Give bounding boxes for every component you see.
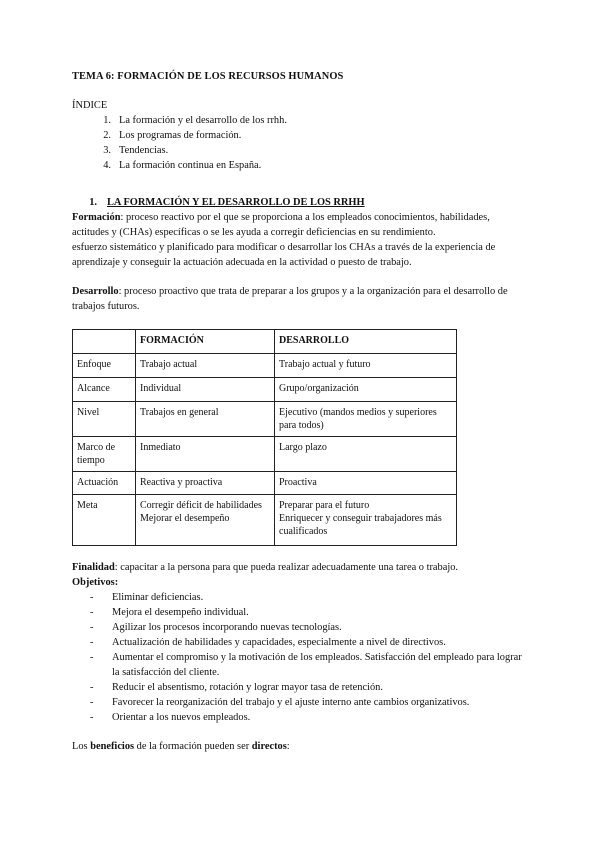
table-row: Actuación Reactiva y proactiva Proactiva — [73, 472, 457, 495]
objetivos-heading: Objetivos: — [72, 577, 119, 588]
desarrollo-definition: Desarrollo: proceso proactivo que trata de preparar a los grupos y a la organización para el desarrollo de trabajos futuros. — [72, 286, 508, 312]
beneficios-paragraph: Los beneficios de la formación pueden ser directos: — [72, 741, 290, 752]
finalidad-term: Finalidad — [72, 562, 115, 573]
index-item: 4. La formación continua en España. — [103, 160, 262, 171]
beneficios-term: beneficios — [90, 741, 135, 752]
index-item: 2. Los programas de formación. — [103, 130, 242, 141]
list-item: - Favorecer la reorganización del trabajo y el ajuste interno ante cambios organizativos. — [90, 697, 470, 708]
table-header-cell: FORMACIÓN — [136, 330, 275, 354]
document-page — [72, 69, 522, 754]
directos-term: directos — [251, 741, 287, 752]
comparison-table — [72, 329, 457, 546]
list-item: - Orientar a los nuevos empleados. — [90, 712, 251, 723]
table-header-row — [73, 330, 457, 354]
index-heading: ÍNDICE — [72, 100, 108, 111]
list-item: - Agilizar los procesos incorporando nuevas tecnologías. — [90, 622, 342, 633]
table-row: Meta Corregir déficit de habilidades Mejorar el desempeño Preparar para el futuro Enriquecer y conseguir trabajadores más cualificados — [73, 495, 457, 546]
table-row: Nivel Trabajos en general Ejecutivo (mandos medios y superiores para todos) — [73, 402, 457, 437]
objetivos-list — [72, 590, 522, 725]
list-item: - Reducir el absentismo, rotación y lograr mayor tasa de retención. — [90, 682, 383, 693]
list-item: - Mejora el desempeño individual. — [90, 607, 249, 618]
formacion-definition-2: esfuerzo sistemático y planificado para modificar o desarrollar los CHAs a través de la experiencia de aprendizaje y conseguir la actuación adecuada en la actividad o puesto de trabajo. — [72, 242, 496, 268]
table-header-cell: DESARROLLO — [275, 330, 457, 354]
index-list — [72, 113, 522, 173]
table-row: Enfoque Trabajo actual Trabajo actual y futuro — [73, 354, 457, 378]
document-title: TEMA 6: FORMACIÓN DE LOS RECURSOS HUMANOS — [72, 71, 344, 82]
table-header-cell — [73, 330, 136, 354]
list-item: - Actualización de habilidades y capacidades, especialmente a nivel de directivos. — [90, 637, 446, 648]
formacion-term: Formación — [72, 212, 121, 223]
desarrollo-term: Desarrollo — [72, 286, 119, 297]
list-item: - Aumentar el compromiso y la motivación de los empleados. Satisfacción del empleado para lograr la satisfacción del cliente. — [90, 652, 522, 678]
list-item: - Eliminar deficiencias. — [90, 592, 204, 603]
table-row: Alcance Individual Grupo/organización — [73, 378, 457, 402]
formacion-definition: Formación: proceso reactivo por el que se proporciona a los empleados conocimientos, habilidades, actitudes y (CHAs) específicas o se les ayuda a corregir deficiencias en su rendimiento. — [72, 212, 490, 238]
section-heading: 1. LA FORMACIÓN Y EL DESARROLLO DE LOS RRHH — [89, 197, 365, 208]
index-item: 3. Tendencias. — [103, 145, 169, 156]
finalidad-paragraph: Finalidad: capacitar a la persona para que pueda realizar adecuadamente una tarea o trabajo. — [72, 562, 459, 573]
table-row: Marco de tiempo Inmediato Largo plazo — [73, 437, 457, 472]
index-item: 1. La formación y el desarrollo de los rrhh. — [103, 115, 287, 126]
